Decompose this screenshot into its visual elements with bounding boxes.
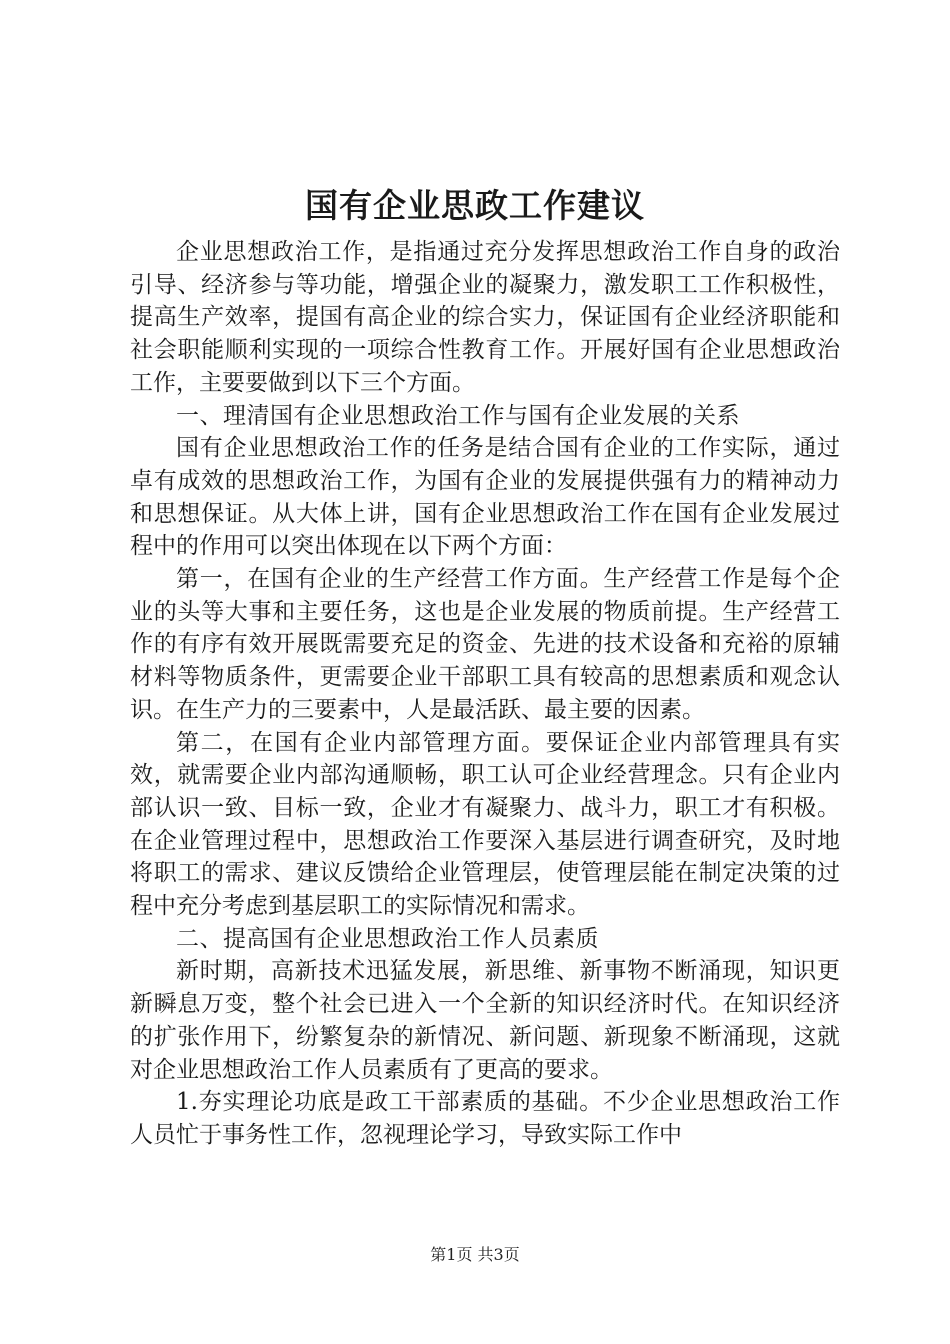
paragraph-intro: 企业思想政治工作，是指通过充分发挥思想政治工作自身的政治引导、经济参与等功能，增强企业的凝聚力，激发职工工作积极性，提高生产效率，提国有高企业的综合实力，保证国有企业经济职能和社会职能顺利实现的一项综合性教育工作。开展好国有企业思想政治工作，主要要做到以下三个方面。 xyxy=(130,239,840,396)
paragraph: 新时期，高新技术迅猛发展，新思维、新事物不断涌现，知识更新瞬息万变，整个社会已进入一个全新的知识经济时代。在知识经济的扩张作用下，纷繁复杂的新情况、新问题、新现象不断涌现，这就对企业思想政治工作人员素质有了更高的要求。 xyxy=(130,958,840,1083)
section-heading-1: 一、理清国有企业思想政治工作与国有企业发展的关系 xyxy=(176,402,740,429)
paragraph: 第二，在国有企业内部管理方面。要保证企业内部管理具有实效，就需要企业内部沟通顺畅，职工认可企业经营理念。只有企业内部认识一致、目标一致，企业才有凝聚力、战斗力，职工才有积极。在企业管理过程中，思想政治工作要深入基层进行调查研究，及时地将职工的需求、建议反馈给企业管理层，使管理层能在制定决策的过程中充分考虑到基层职工的实际情况和需求。 xyxy=(130,729,840,920)
paragraph: 1.夯实理论功底是政工干部素质的基础。不少企业思想政治工作人员忙于事务性工作，忽视理论学习，导致实际工作中 xyxy=(130,1089,840,1148)
document-body xyxy=(130,236,840,1152)
page-number-footer: 第1页 共3页 xyxy=(430,1245,520,1264)
paragraph: 国有企业思想政治工作的任务是结合国有企业的工作实际，通过卓有成效的思想政治工作，为国有企业的发展提供强有力的精神动力和思想保证。从大体上讲，国有企业思想政治工作在国有企业发展过程中的作用可以突出体现在以下两个方面： xyxy=(130,435,840,560)
document-title: 国有企业思政工作建议 xyxy=(305,186,645,225)
section-heading-2: 二、提高国有企业思想政治工作人员素质 xyxy=(176,925,599,952)
paragraph: 第一，在国有企业的生产经营工作方面。生产经营工作是每个企业的头等大事和主要任务，这也是企业发展的物质前提。生产经营工作的有序有效开展既需要充足的资金、先进的技术设备和充裕的原辅材料等物质条件，更需要企业干部职工具有较高的思想素质和观念认识。在生产力的三要素中，人是最活跃、最主要的因素。 xyxy=(130,566,840,723)
